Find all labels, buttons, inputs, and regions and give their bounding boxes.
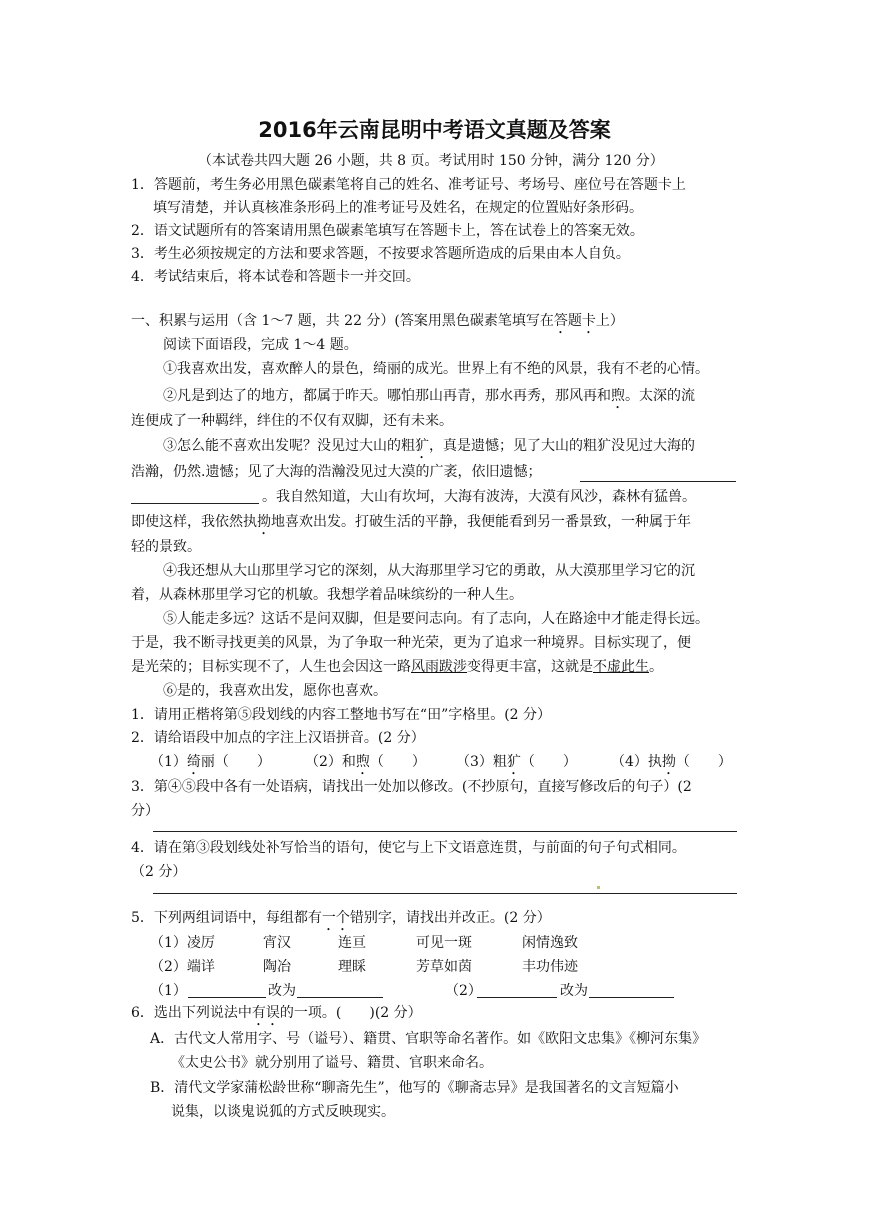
passage-line: ⑥是的，我喜欢出发，愿你也喜欢。 [163,683,387,699]
word-item: 宵汉 [263,935,291,951]
fill-label: （1） [150,983,187,999]
passage-line: ④我还想从大山那里学习它的深刻，从大海那里学习它的勇敢，从大漠那里学习它的沉 [163,563,695,579]
exam-note: （本试卷共四大题 26 小题，共 8 页。考试用时 150 分钟，满分 120 分） [198,153,664,169]
option-b-cont: 说集，以谈鬼说狐的方式反映现实。 [171,1104,395,1120]
fill-label: 改为 [268,983,296,999]
fill-label: 改为 [560,983,588,999]
fill-label: （2） [445,983,482,999]
word-item: 理睬 [338,959,366,975]
answer-blank[interactable] [589,997,674,998]
question-3: 3．第④⑤段中各有一处语病，请找出一处加以修改。(不抄原句，直接写修改后的句子）(2 [131,779,692,795]
question-2: 2．请给语段中加点的字注上汉语拼音。(2 分） [131,730,425,746]
instruction-line: 填写清楚，并认真核准条形码上的准考证号及姓名，在规定的位置贴好条形码。 [153,200,643,216]
word-item: 可见一斑 [416,935,472,951]
passage-line: 着，从森林那里学习它的机敏。我想学着品味缤纷的一种人生。 [131,587,523,603]
passage-line: 轻的景致。 [131,539,201,555]
instruction-line: 1．答题前，考生务必用黑色碳素笔将自己的姓名、准考证号、考场号、座位号在答题卡上 [131,177,686,193]
word-item: （2）端详 [150,959,215,975]
word-item: 丰功伟迹 [522,959,578,975]
passage-line: 浩瀚，仍然.遗憾；见了大海的浩瀚没见过大漠的广袤，依旧遗憾； [131,464,542,480]
pinyin-item: （4）执拗（ ） [611,754,732,770]
word-item: 陶冶 [263,959,291,975]
pinyin-item: （2）和煦（ ） [305,754,426,770]
passage-line: ⑤人能走多远？这话不是问双脚，但是要问志向。有了志向，人在路途中才能走得长远。 [163,611,709,627]
passage-line: 即使这样，我依然执拗地喜欢出发。打破生活的平静，我便能看到另一番景致，一种属于年 [131,514,691,530]
question-5: 5．下列两组词语中，每组都有一个错别字，请找出并改正。(2 分） [131,910,551,926]
answer-blank[interactable] [188,997,266,998]
word-item: 连亘 [338,935,366,951]
question-3-cont: 分） [131,803,159,819]
instruction-line: 3．考生必须按规定的方法和要求答题，不按要求答题所造成的后果由本人自负。 [131,246,630,262]
instruction-line: 4．考试结束后，将本试卷和答题卡一并交回。 [131,269,420,285]
answer-blank[interactable] [297,997,383,998]
underlined-phrase: 不虚此生 [593,659,649,675]
option-b: B．清代文学家蒲松龄世称“聊斋先生”，他写的《聊斋志异》是我国著名的文言短篇小 [150,1080,679,1096]
pinyin-item: （1）绮丽（ ） [150,754,271,770]
scan-speck [597,886,600,889]
instruction-line: 2．语文试题所有的答案请用黑色碳素笔填写在答题卡上，答在试卷上的答案无效。 [131,223,644,239]
question-6: 6．选出下列说法中有误的一项。( )(2 分） [131,1005,422,1021]
underlined-phrase: 风雨跋涉 [411,659,467,675]
word-item: 芳草如茵 [416,959,472,975]
passage-line: 于是，我不断寻找更美的风景，为了争取一种光荣，更为了追求一种境界。目标实现了，便 [131,635,691,651]
question-4: 4．请在第③段划线处补写恰当的语句，使它与上下文语意连贯，与前面的句子句式相同。 [131,840,686,856]
passage-line: 是光荣的；目标实现不了，人生也会因这一路风雨跋涉变得更丰富，这就是不虚此生。 [131,659,663,675]
blank-underline [131,503,259,504]
option-a-cont: 《太史公书》就分别用了谥号、籍贯、官职来命名。 [171,1055,493,1071]
section-heading: 一、积累与运用（含 1～7 题，共 22 分）(答案用黑色碳素笔填写在答题卡上） [131,313,624,329]
passage-line: ②凡是到达了的地方，都属于昨天。哪怕那山再青，那水再秀，那风再和煦。太深的流 [163,388,695,404]
passage-line: 。我自然知道，大山有坎坷，大海有波涛，大漠有风沙，森林有猛兽。 [262,489,696,505]
answer-line[interactable] [153,831,737,832]
answer-blank[interactable] [477,997,557,998]
answer-line[interactable] [153,893,737,894]
pinyin-item: （3）粗犷（ ） [456,754,577,770]
section-intro: 阅读下面语段，完成 1～4 题。 [163,337,358,353]
question-4-cont: （2 分） [131,864,187,880]
passage-line: ③怎么能不喜欢出发呢？没见过大山的粗犷，真是遗憾；见了大山的粗犷没见过大海的 [163,438,695,454]
passage-line: ①我喜欢出发，喜欢醉人的景色，绮丽的成光。世界上有不绝的风景，我有不老的心情。 [163,361,709,377]
word-item: （1）凌厉 [150,935,215,951]
passage-line: 连便成了一种羁绊，绊住的不仅有双脚，还有未来。 [131,413,453,429]
question-1: 1．请用正楷将第⑤段划线的内容工整地书写在“田”字格里。(2 分） [131,707,552,723]
blank-underline [580,481,736,482]
page-title: 2016年云南昆明中考语文真题及答案 [258,118,611,142]
option-a: A．古代文人常用字、号（谥号）、籍贯、官职等命名著作。如《欧阳文忠集》《柳河东集》 [150,1031,707,1047]
word-item: 闲情逸致 [522,935,578,951]
